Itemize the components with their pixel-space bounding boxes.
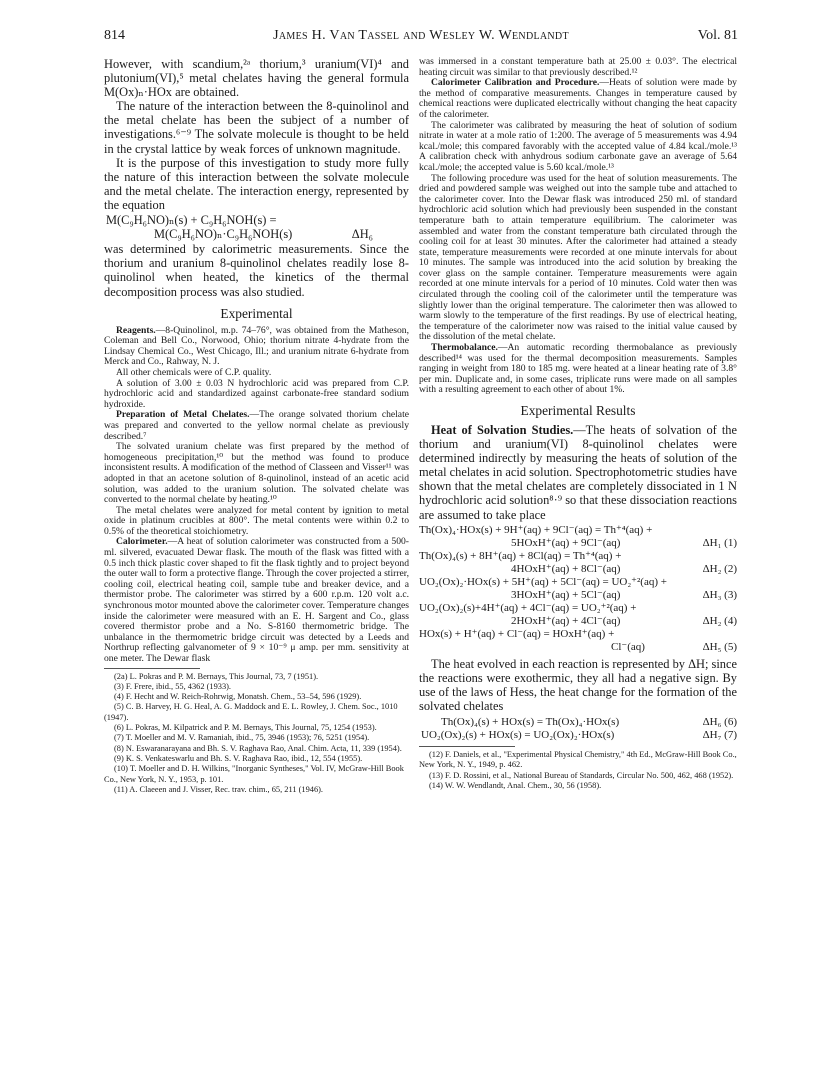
right-column — [419, 57, 737, 1061]
footnote: (9) K. S. Venkateswarlu and Bh. S. V. Raghava Rao, ibid., 12, 554 (1955). — [114, 753, 363, 763]
paragraph: Reagents.—8-Quinolinol, m.p. 74–76°, was obtained from the Matheson, Coleman and Bell Co., Norwood, Ohio; thorium nitrate 4-hydrate from the Lindsay Chemical Co., West Chicago, Ill.; and uranium nitrate 6-hydrate from Merck and Co., Rahway, N. J. — [104, 324, 409, 368]
footnote: (4) F. Hecht and W. Reich-Rohrwig, Monatsh. Chem., 53–54, 596 (1929). — [114, 692, 362, 702]
left-column — [104, 57, 409, 1061]
footnote: (8) N. Eswaranarayana and Bh. S. V. Raghava Rao, Anal. Chim. Acta, 11, 339 (1954). — [114, 743, 402, 753]
section-heading: Experimental Results — [520, 403, 636, 418]
footnote: (11) A. Claeeen and J. Visser, Rec. trav. chim., 65, 211 (1946). — [114, 784, 324, 794]
equation-block — [419, 524, 737, 654]
paragraph: The following procedure was used for the heat of solution measurements. The dried and powdered sample was weighed out into the sample tube and attached to the calorimeter cover. Into the Dewar flask was introduced 250 ml. of standard hydrochloric acid solution which had previously been suspended in the constant temperature bath to attain temperature equilibrium. The calorimeter was assembled and water from the constant temperature bath circulated through the cooling coil for at least 30 minutes. After the calorimeter had attained a steady state, temperature measurements were recorded at one minute intervals for about 10 minutes. The sample was introduced into the acid solution by breaking the cover glass on the sample container. Temperature measurements were again recorded at one minute intervals for a period of 10 minutes. Cold water then was circulated through the cooling coil of the calorimeter until the temperature was slightly lower than the original temperature. The calorimeter then was allowed to warm slowly to the temperature of the first readings. By use of electrical heating, the temperature of the calorimeter now was raised to the initial value caused by the dissolution of the metal chelate. — [419, 172, 737, 343]
equation: UO₂(Ox)₂(s) + HOx(s) = UO₂(Ox)₂·HOx(s) ΔH₇ (7) — [421, 729, 737, 742]
equation-block — [419, 716, 737, 742]
footnote: (5) C. B. Harvey, H. G. Heal, A. G. Maddock and E. L. Rowley, J. Chem. Soc., 1010 (1947). — [104, 702, 398, 722]
footnote-rule — [104, 668, 200, 669]
paragraph: The nature of the interaction between the 8-quinolinol and the metal chelate has been the subject of a number of investigations.⁶⁻⁹ The solvate molecule is thought to be held in the crystal lattice by weak forces of unknown magnitude. — [104, 99, 409, 156]
paragraph: was determined by calorimetric measurements. Since the thorium and uranium 8-quinolinol chelates readily lose 8-quinolinol when heated, the kinetics of the thermal decomposition process was also studied. — [104, 242, 409, 299]
footnotes — [419, 750, 737, 791]
paragraph: The calorimeter was calibrated by measuring the heat of solution of sodium nitrate in water at a mole ratio of 1:200. The average of 5 measurements was 4.94 kcal./mole; this compared favorably with the accepted value of 4.84 kcal./mole.¹³ A calibration check with anhydrous sodium carbonate gave an average of 5.64 kcal./mole; the accepted value is 5.60 kcal./mole.¹³ — [419, 119, 737, 173]
volume-label: Vol. 81 — [697, 28, 738, 43]
paragraph: Preparation of Metal Chelates.—The orange solvated thorium chelate was prepared and converted to the yellow normal chelate as previously described.⁷ — [104, 409, 409, 442]
section-heading: Experimental — [220, 305, 293, 321]
equation: M(C₉H₆NO)ₙ(s) + C₉H₆NOH(s) = M(C₉H₆NO)ₙ·C₉H₆NOH(s) ΔH₆ — [106, 213, 373, 242]
footnote: (2a) L. Pokras and P. M. Bernays, This Journal, 73, 7 (1951). — [114, 671, 319, 681]
equation: UO₂(Ox)₂·HOx(s) + 5H⁺(aq) + 5Cl⁻(aq) = UO₂⁺²(aq) + 3HOxH⁺(aq) + 5Cl⁻(aq) ΔH₃ (3) — [419, 575, 737, 601]
footnote-rule — [419, 746, 515, 747]
equation: UO₂(Ox)₂(s)+4H⁺(aq) + 4Cl⁻(aq) = UO₂⁺²(aq) + 2HOxH⁺(aq) + 4Cl⁻(aq) ΔH₂ (4) — [419, 601, 737, 627]
paragraph: Thermobalance.—An automatic recording thermobalance as previously described¹⁴ was used for the thermal decomposition measurements. Samples ranging in weight from 180 to 185 mg. were heated at a linear heating rate of 3.8° per min. Duplicate and, in some cases, triplicate runs were made on all samples with a resulting agreement to each other of about 1%. — [419, 342, 737, 396]
paragraph: The heat evolved in each reaction is represented by ΔH; since the reactions were exothermic, they all had a negative sign. By use of the laws of Hess, the heat change for the formation of the solvated chelates — [419, 656, 737, 713]
footnote: (13) F. D. Rossini, et al., National Bureau of Standards, Circular No. 500, 462, 468 (1952). — [429, 770, 734, 780]
paragraph: Calorimeter Calibration and Procedure.—Heats of solution were made by the method of comparative measurements. Changes in temperature caused by chemical reactions were duplicated electrically without changing the heat capacity of the calorimeter. — [419, 77, 737, 120]
equation: HOx(s) + H⁺(aq) + Cl⁻(aq) = HOxH⁺(aq) + Cl⁻(aq) ΔH₅ (5) — [419, 627, 737, 653]
paragraph: The metal chelates were analyzed for metal content by ignition to metal oxide in platinum crucibles at 800°. The metal contents were within 0.2 to 0.5% of the theoretical stoichiometry. — [104, 504, 409, 537]
page-number: 814 — [104, 28, 125, 43]
equation: Th(Ox)₄·HOx(s) + 9H⁺(aq) + 9Cl⁻(aq) = Th⁺⁴(aq) + 5HOxH⁺(aq) + 9Cl⁻(aq) ΔH₁ (1) — [419, 523, 737, 549]
footnotes — [104, 672, 409, 796]
paragraph: All other chemicals were of C.P. quality. — [116, 366, 272, 378]
equation: Th(Ox)₄(s) + HOx(s) = Th(Ox)₄·HOx(s) ΔH₆ (6) — [441, 716, 737, 729]
footnote: (7) T. Moeller and M. V. Ramaniah, ibid., 75, 3946 (1953); 76, 5251 (1954). — [114, 733, 370, 743]
paragraph: Heat of Solvation Studies.—The heats of solvation of the thorium and uranium(VI) 8-quinolinol chelates were determined indirectly by measuring the heats of solution of the metal chelates in acid solution. Spectrophotometric studies have shown that the metal chelates are completely dissociated in 1 N hydrochloric acid solution⁸·⁹ so that these dissociation reactions are assumed to take place — [419, 423, 737, 522]
paragraph: A solution of 3.00 ± 0.03 N hydrochloric acid was prepared from C.P. hydrochloric acid and standardized against carbonate-free standard sodium hydroxide. — [104, 377, 409, 410]
paragraph: However, with scandium,²ᵃ thorium,³ uranium(VI)⁴ and plutonium(VI),⁵ metal chelates having the general formula M(Ox)ₙ·HOx are obtained. — [104, 57, 409, 100]
paragraph: was immersed in a constant temperature bath at 25.00 ± 0.03°. The electrical heating circuit was similar to that previously described.¹² — [419, 57, 737, 78]
paragraph: It is the purpose of this investigation to study more fully the nature of this interaction between the solvate molecule and the metal chelate. The interaction energy, represented by the equation — [104, 155, 409, 212]
footnote: (12) F. Daniels, et al., "Experimental Physical Chemistry," 4th Ed., McGraw-Hill Book Co., New York, N. Y., 1949, p. 462. — [419, 750, 737, 770]
paragraph: Calorimeter.—A heat of solution calorimeter was constructed from a 500-ml. silvered, evacuated Dewar flask. The mouth of the flask was fitted with a 0.5 inch thick plastic cover shaped to fit the flask tightly and to project beyond the outer wall to form a protective flange. Through the cover projected a stirrer, cooling coil, electrical heating coil, sample tube and breaker device, and a thermistor probe. The calorimeter was stirred by a 600 r.p.m. 120 volt a.c. synchronous motor mounted above the calorimeter cover. Temperature changes inside the calorimeter were measured with an E. H. Sargent and Co., glass covered thermistor probe and a No. S-8160 thermometric bridge. The unbalance in the thermometric bridge circuit was detected by a Leeds and Northrup reflecting galvanometer of 9 × 10⁻⁹ μ amp. per mm. sensitivity at one meter. The Dewar flask — [104, 536, 409, 664]
footnote: (10) T. Moeller and D. H. Wilkins, "Inorganic Syntheses," Vol. IV, McGraw-Hill Book Co., New York, N. Y., 1953, p. 101. — [104, 764, 404, 784]
paragraph: The solvated uranium chelate was first prepared by the method of homogeneous precipitation,¹⁰ but the method was found to produce inconsistent results. A modification of the method of Classeen and Visser¹¹ was adopted in that an acetone solution of 8-quinolinol, instead of an acetic acid solution, was added to the uranium solution. The solvated chelate was converted to the normal chelate by heating.¹⁰ — [104, 441, 409, 506]
footnote: (3) F. Frere, ibid., 55, 4362 (1933). — [114, 681, 232, 691]
footnote: (6) L. Pokras, M. Kilpatrick and P. M. Bernays, This Journal, 75, 1254 (1953). — [114, 723, 377, 733]
footnote: (14) W. W. Wendlandt, Anal. Chem., 30, 56 (1958). — [429, 780, 602, 790]
equation: Th(Ox)₄(s) + 8H⁺(aq) + 8Cl(aq) = Th⁺⁴(aq) + 4HOxH⁺(aq) + 8Cl⁻(aq) ΔH₂ (2) — [419, 549, 737, 575]
running-header — [104, 28, 738, 48]
running-head: James H. Van Tassel and Wesley W. Wendlandt — [273, 28, 569, 43]
